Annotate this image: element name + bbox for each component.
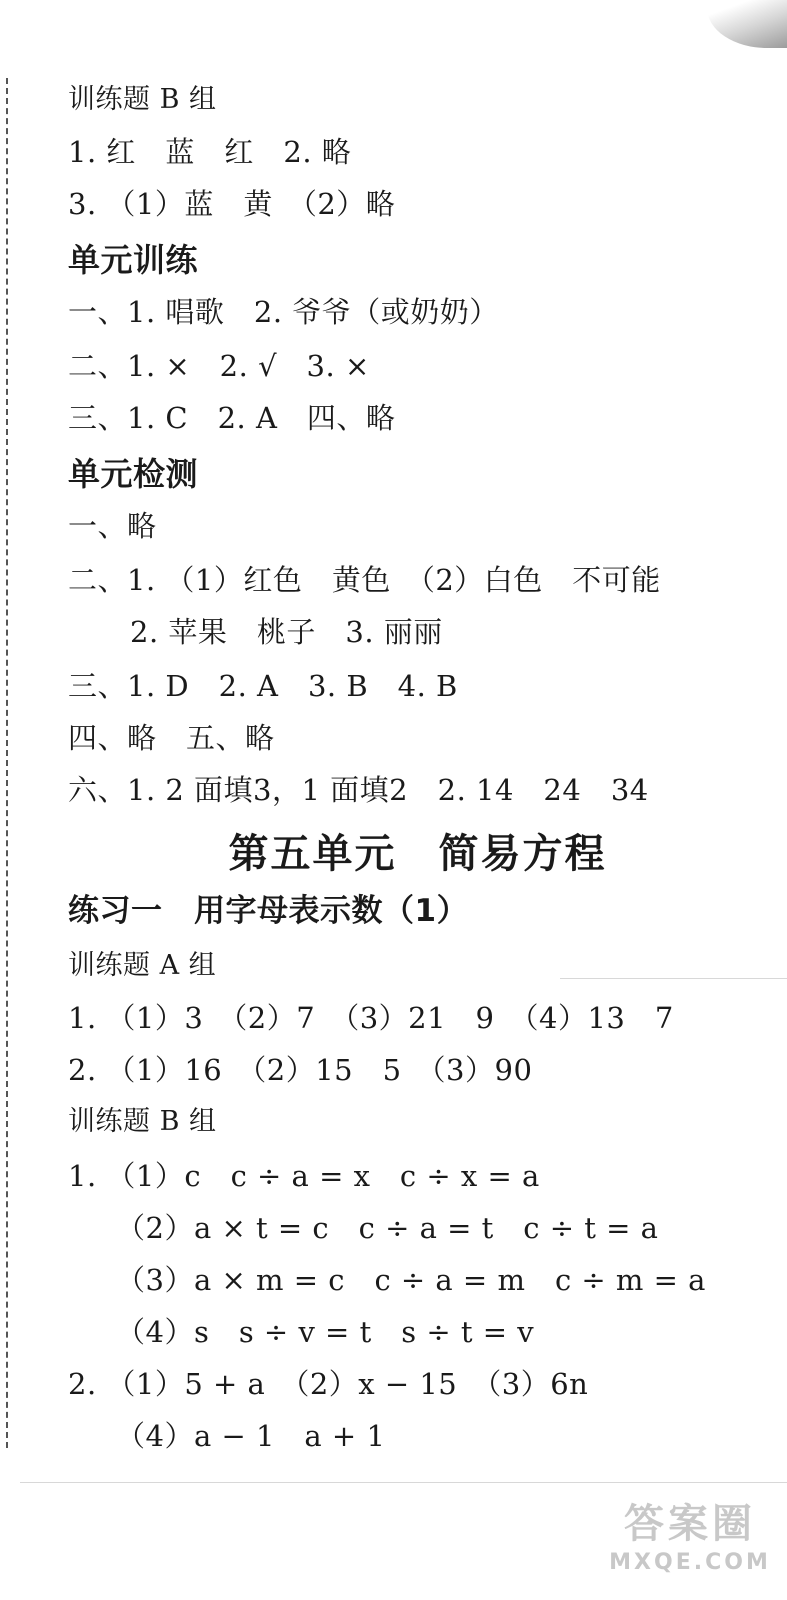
answer-line: 二、1. × 2. √ 3. × bbox=[68, 349, 370, 383]
watermark-logo bbox=[605, 1500, 775, 1590]
divider-line bbox=[560, 978, 787, 979]
heading-training-b: 训练题 B 组 bbox=[68, 1106, 217, 1137]
heading-training-a: 训练题 A 组 bbox=[68, 950, 217, 981]
answer-line: 1. 红 蓝 红 2. 略 bbox=[68, 135, 352, 169]
divider-line bbox=[20, 1482, 787, 1483]
answer-line: （2）a × t = c c ÷ a = t c ÷ t = a bbox=[116, 1211, 659, 1245]
watermark-text: 答案圈 bbox=[624, 1501, 756, 1547]
answer-line: 六、1. 2 面填3，1 面填2 2. 14 24 34 bbox=[68, 773, 649, 807]
answer-line: 三、1. D 2. A 3. B 4. B bbox=[68, 669, 458, 703]
watermark-url: MXQE.COM bbox=[609, 1550, 771, 1575]
answer-line: 2. （1）16 （2）15 5 （3）90 bbox=[68, 1053, 533, 1087]
heading-training-b: 训练题 B 组 bbox=[68, 84, 217, 115]
page-corner-decoration bbox=[707, 0, 787, 48]
answer-line: 二、1. （1）红色 黄色 （2）白色 不可能 bbox=[68, 563, 661, 597]
answer-line: 三、1. C 2. A 四、略 bbox=[68, 401, 396, 435]
unit-title: 第五单元 简易方程 bbox=[228, 831, 607, 877]
answer-line: 四、略 五、略 bbox=[68, 721, 275, 755]
answer-line: 一、1. 唱歌 2. 爷爷（或奶奶） bbox=[68, 295, 499, 329]
answer-line: 2. 苹果 桃子 3. 丽丽 bbox=[130, 615, 443, 649]
answer-line: 一、略 bbox=[68, 509, 157, 543]
section-heading-unit-training: 单元训练 bbox=[68, 241, 199, 279]
exercise-heading: 练习一 用字母表示数（1） bbox=[68, 893, 469, 929]
answer-line: （4）a − 1 a + 1 bbox=[116, 1419, 386, 1453]
answer-line: 3. （1）蓝 黄 （2）略 bbox=[68, 187, 396, 221]
answer-line: （4）s s ÷ v = t s ÷ t = v bbox=[116, 1315, 535, 1349]
answer-line: 1. （1）3 （2）7 （3）21 9 （4）13 7 bbox=[68, 1001, 674, 1035]
answer-line: （3）a × m = c c ÷ a = m c ÷ m = a bbox=[116, 1263, 706, 1297]
answer-line: 2. （1）5 + a （2）x − 15 （3）6n bbox=[68, 1367, 589, 1401]
section-heading-unit-test: 单元检测 bbox=[68, 455, 199, 493]
answer-line: 1. （1）c c ÷ a = x c ÷ x = a bbox=[68, 1159, 540, 1193]
page-dashed-border bbox=[6, 78, 8, 1448]
